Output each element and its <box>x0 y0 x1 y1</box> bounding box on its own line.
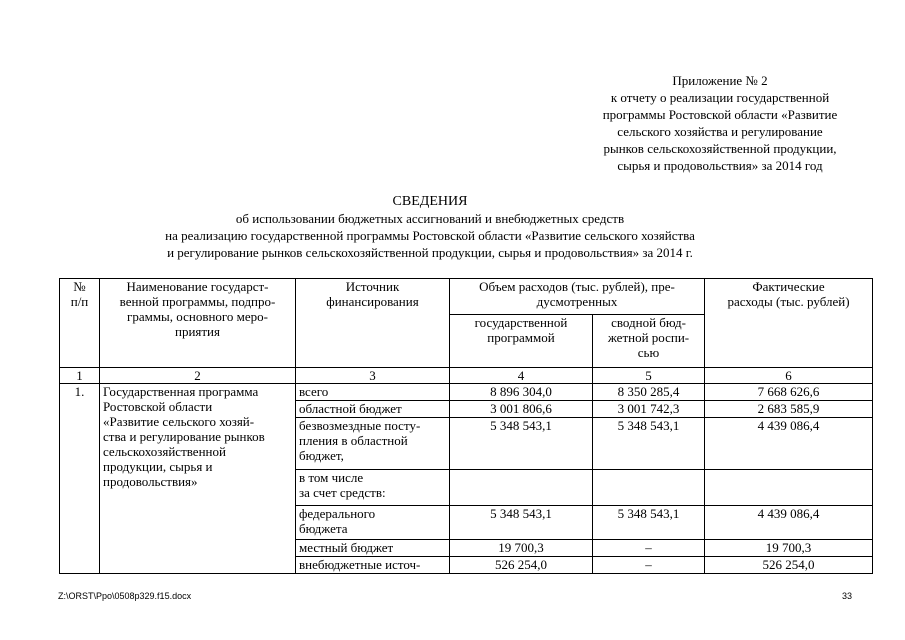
appendix-line: сырья и продовольствия» за 2014 год <box>617 158 823 173</box>
header-name: Наименование государст- венной программы, подпро- граммы, основного меро- приятия <box>100 279 296 368</box>
col-number: 6 <box>705 368 873 384</box>
item-name: Государственная программа Ростовской области «Развитие сельского хозяй- ства и регулирование рынков сельскохозяйственной продукции, сырья и продовольствия» <box>100 384 296 574</box>
appendix-line: Приложение № 2 <box>672 73 768 88</box>
col-number: 4 <box>450 368 593 384</box>
row-budget: – <box>593 557 705 574</box>
header-fact: Фактические расходы (тыс. рублей) <box>705 279 873 368</box>
header-num: № п/п <box>60 279 100 368</box>
col-number: 3 <box>296 368 450 384</box>
row-fact: 4 439 086,4 <box>705 506 873 540</box>
row-plan: 8 896 304,0 <box>450 384 593 401</box>
expenditure-table <box>59 278 873 574</box>
appendix-line: сельского хозяйства и регулирование <box>617 124 823 139</box>
row-source: федерального бюджета <box>296 506 450 540</box>
row-plan: 5 348 543,1 <box>450 418 593 470</box>
title-line: об использовании бюджетных ассигнований и внебюджетных средств <box>235 211 625 226</box>
row-budget: 5 348 543,1 <box>593 418 705 470</box>
col-number: 2 <box>100 368 296 384</box>
row-fact: 19 700,3 <box>705 540 873 557</box>
row-plan <box>450 470 593 506</box>
appendix-line: рынков сельскохозяйственной продукции, <box>603 141 837 156</box>
row-plan: 5 348 543,1 <box>450 506 593 540</box>
document-title <box>100 193 760 261</box>
row-source: всего <box>296 384 450 401</box>
row-plan: 19 700,3 <box>450 540 593 557</box>
row-budget: 8 350 285,4 <box>593 384 705 401</box>
row-fact: 4 439 086,4 <box>705 418 873 470</box>
item-num: 1. <box>60 384 100 574</box>
row-fact: 526 254,0 <box>705 557 873 574</box>
row-fact: 2 683 585,9 <box>705 401 873 418</box>
appendix-block <box>570 72 870 174</box>
row-budget: – <box>593 540 705 557</box>
header-budget-list: сводной бюд- жетной роспи- сью <box>593 315 705 368</box>
title-heading: СВЕДЕНИЯ <box>392 194 468 209</box>
row-fact <box>705 470 873 506</box>
row-fact: 7 668 626,6 <box>705 384 873 401</box>
page-number: 33 <box>842 591 853 601</box>
row-budget <box>593 470 705 506</box>
title-line: на реализацию государственной программы Ростовской области «Развитие сельского хозяйства <box>165 228 695 243</box>
col-number: 5 <box>593 368 705 384</box>
footer-file-path: Z:\ORST\Ppo\0508p329.f15.docx <box>58 591 192 601</box>
col-number: 1 <box>60 368 100 384</box>
row-source: областной бюджет <box>296 401 450 418</box>
row-plan: 3 001 806,6 <box>450 401 593 418</box>
header-state-program: государственной программой <box>450 315 593 368</box>
row-budget: 3 001 742,3 <box>593 401 705 418</box>
row-budget: 5 348 543,1 <box>593 506 705 540</box>
header-source: Источник финансирования <box>296 279 450 368</box>
row-plan: 526 254,0 <box>450 557 593 574</box>
appendix-line: программы Ростовской области «Развитие <box>602 107 838 122</box>
row-source: безвозмездные посту- пления в областной бюджет, <box>296 418 450 470</box>
row-source: местный бюджет <box>296 540 450 557</box>
row-source: в том числе за счет средств: <box>296 470 450 506</box>
appendix-line: к отчету о реализации государственной <box>610 90 830 105</box>
header-planned: Объем расходов (тыс. рублей), пре- дусмотренных <box>450 279 705 315</box>
title-line: и регулирование рынков сельскохозяйственной продукции, сырья и продовольствия» за 2014 г. <box>167 245 693 260</box>
row-source: внебюджетные источ- <box>296 557 450 574</box>
